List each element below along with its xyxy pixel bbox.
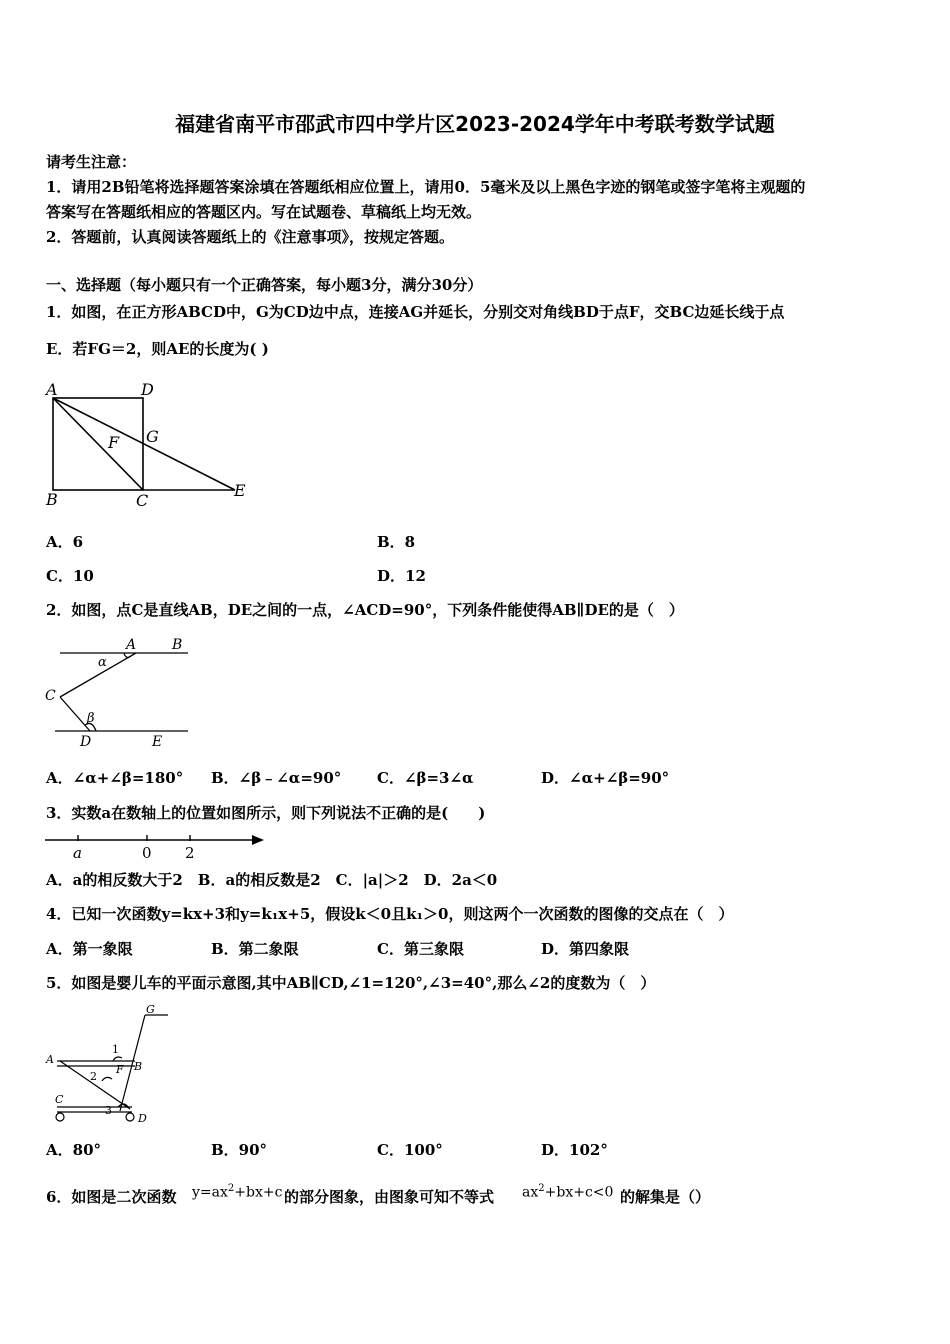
q6-function-rest: +bx+c (234, 1184, 283, 1201)
q5-option-b[interactable]: B．90° (211, 1141, 268, 1159)
q2-label-e: E (152, 734, 163, 750)
q5-label-d: D (138, 1112, 147, 1125)
q5-option-d[interactable]: D．102° (541, 1141, 608, 1159)
q2-label-b: B (172, 637, 183, 653)
q2-label-a: A (126, 637, 137, 653)
q4-text: 4．已知一次函数y=kx+3和y=k₁x+5，假设k＜0且k₁＞0，则这两个一次函数的图像的交点在（ ） (46, 905, 734, 923)
q1-label-f: F (108, 433, 120, 452)
q1-text-line-2: E．若FG＝2，则AE的长度为( ) (46, 340, 269, 358)
q3-text: 3．实数a在数轴上的位置如图所示，则下列说法不正确的是( ) (46, 804, 486, 822)
q2-label-d: D (80, 734, 92, 750)
notice-line-1: 1．请用2B铅笔将选择题答案涂填在答题纸相应位置上，请用0．5毫米及以上黑色字迹的钢笔或签字笔将主观题的 (46, 178, 806, 196)
q6-inequality-exp: 2 (538, 1183, 545, 1194)
q1-label-e: E (234, 481, 246, 500)
q1-figure (40, 378, 260, 513)
q5-label-2: 2 (90, 1070, 97, 1083)
section-heading: 一、选择题（每小题只有一个正确答案，每小题3分，满分30分） (46, 276, 483, 294)
q2-option-a[interactable]: A．∠α+∠β=180° (46, 769, 184, 787)
q5-wheel-right (126, 1113, 134, 1121)
q3-options[interactable]: A．a的相反数大于2 B．a的相反数是2 C．|a|＞2 D．2a＜0 (46, 871, 498, 889)
q1-label-a: A (46, 380, 58, 399)
q5-text: 5．如图是婴儿车的平面示意图,其中AB∥CD,∠1=120°,∠3=40°,那么∠2的度数为（ ） (46, 974, 656, 992)
q3-number-line (40, 828, 280, 863)
q4-option-d[interactable]: D．第四象限 (541, 940, 630, 958)
q2-arc-alpha (124, 653, 131, 657)
q3-label-zero: 0 (142, 844, 152, 862)
q1-label-g: G (146, 427, 159, 446)
q5-figure (40, 1003, 190, 1133)
q1-option-b[interactable]: B．8 (377, 533, 416, 551)
q5-label-g: G (146, 1003, 155, 1016)
q4-option-a[interactable]: A．第一象限 (46, 940, 133, 958)
q2-label-c: C (45, 688, 56, 704)
q3-arrow-icon (252, 835, 264, 845)
q5-label-1: 1 (112, 1043, 119, 1056)
q1-label-d: D (141, 380, 154, 399)
q2-text: 2．如图，点C是直线AB，DE之间的一点，∠ACD=90°，下列条件能使得AB∥DE的是（ ） (46, 601, 684, 619)
q2-segment-cd (60, 697, 90, 731)
q1-label-b: B (46, 490, 58, 509)
q1-label-c: C (136, 491, 149, 510)
q1-text-line-1: 1．如图，在正方形ABCD中，G为CD边中点，连接AG并延长，分别交对角线BD于点F，交BC边延长线于点 (46, 303, 785, 321)
q5-option-a[interactable]: A．80° (46, 1141, 102, 1159)
q5-label-a: A (46, 1053, 54, 1066)
q5-label-b: B (134, 1060, 143, 1073)
q2-label-beta: β (87, 711, 95, 726)
q5-wheel-left (56, 1113, 64, 1121)
q6-text-mid: 的部分图象，由图象可知不等式 (284, 1188, 495, 1206)
q6-inequality-rest: +bx+c<0 (544, 1184, 614, 1201)
q6-function-exp: 2 (227, 1183, 235, 1194)
q6-text-pre: 6．如图是二次函数 (46, 1188, 177, 1206)
notice-line-3: 2．答题前，认真阅读答题纸上的《注意事项》，按规定答题。 (46, 228, 454, 246)
q1-option-a[interactable]: A．6 (46, 533, 84, 551)
q5-label-3: 3 (105, 1104, 112, 1117)
q1-option-c[interactable]: C．10 (46, 567, 94, 585)
q1-option-d[interactable]: D．12 (377, 567, 426, 585)
q3-label-a: a (73, 844, 82, 862)
q5-arc-2 (102, 1077, 112, 1081)
q6-function (192, 1179, 282, 1203)
q2-label-alpha: α (98, 655, 107, 670)
q4-option-b[interactable]: B．第二象限 (211, 940, 299, 958)
q5-label-f: F (116, 1063, 124, 1076)
q6-inequality (522, 1179, 613, 1203)
notice-heading: 请考生注意： (46, 153, 137, 171)
q4-option-c[interactable]: C．第三象限 (377, 940, 464, 958)
page-title: 福建省南平市邵武市四中学片区2023-2024学年中考联考数学试题 (175, 112, 775, 136)
q2-option-d[interactable]: D．∠α+∠β=90° (541, 769, 670, 787)
q5-option-c[interactable]: C．100° (377, 1141, 443, 1159)
notice-line-2: 答案写在答题纸相应的答题区内。写在试题卷、草稿纸上均无效。 (46, 203, 482, 221)
q1-diagonal-bd (53, 398, 143, 490)
q1-line-ae (53, 398, 235, 490)
q5-label-c: C (55, 1093, 64, 1106)
q6-inequality-base: ax (522, 1184, 539, 1201)
q3-label-two: 2 (185, 844, 195, 862)
q6-function-base: y=ax (192, 1184, 228, 1201)
q2-option-b[interactable]: B．∠β﹣∠α=90° (211, 769, 342, 787)
q6-text-post: 的解集是（） (620, 1188, 711, 1206)
q2-figure (40, 630, 200, 755)
q2-option-c[interactable]: C．∠β=3∠α (377, 769, 474, 787)
